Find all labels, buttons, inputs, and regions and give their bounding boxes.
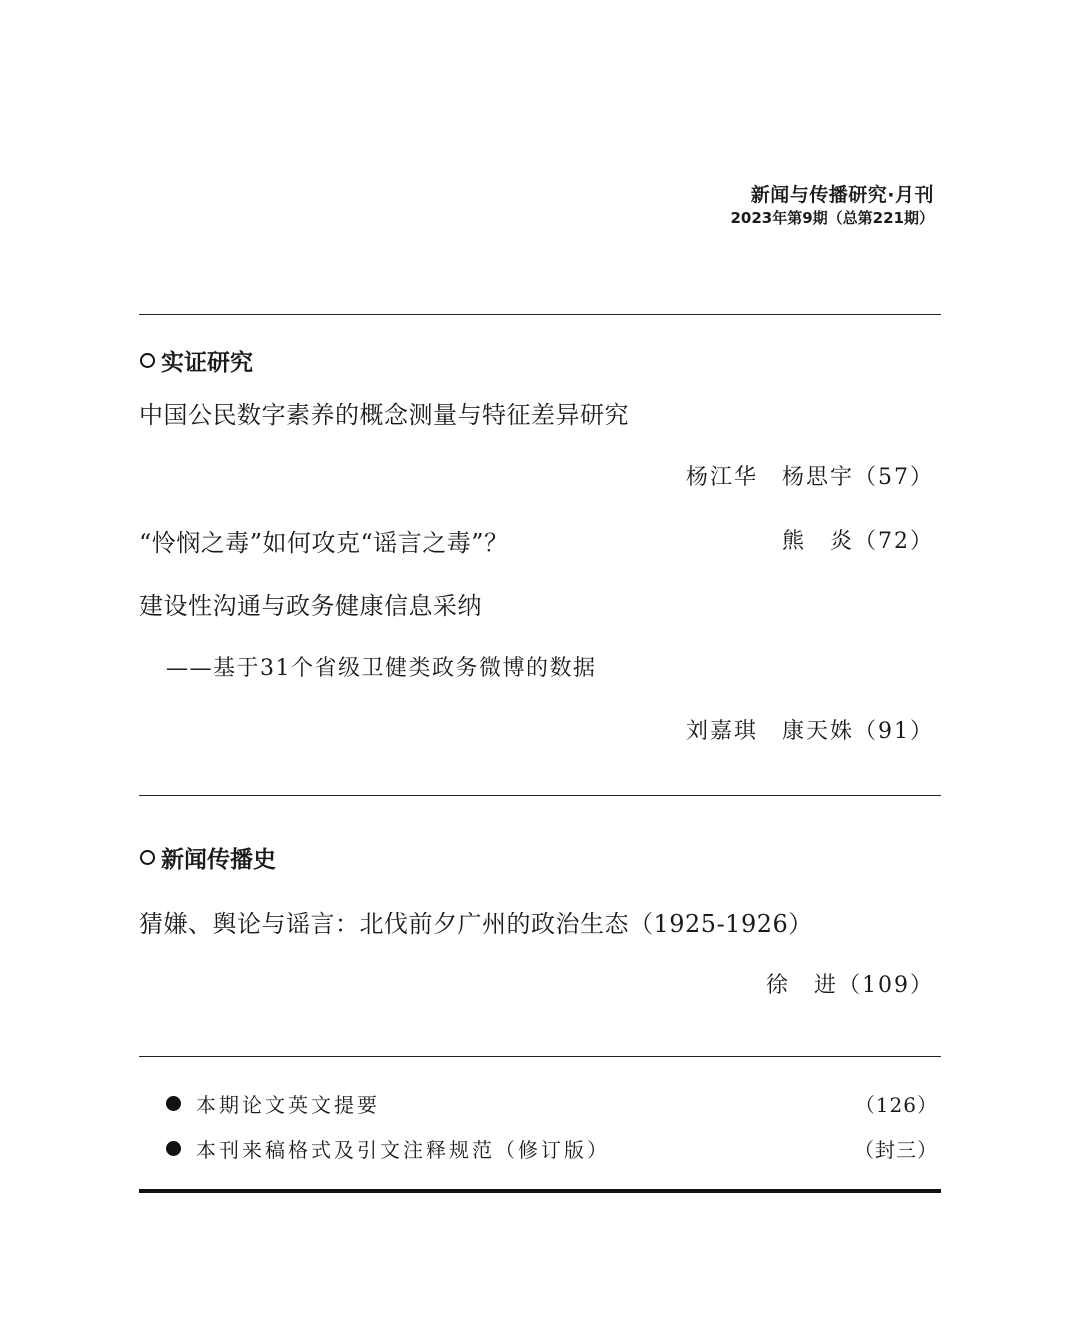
- article-title[interactable]: 猜嫌、舆论与谣言：北伐前夕广州的政治生态（1925-1926）: [139, 910, 813, 938]
- section-heading-label: 实证研究: [161, 350, 253, 376]
- article-title[interactable]: “怜悯之毒”如何攻克“谣言之毒”？: [139, 529, 509, 557]
- section-heading-history: [140, 841, 276, 874]
- bullet-dot-icon: [166, 1141, 181, 1156]
- notice-text: 本期论文英文提要: [196, 1093, 380, 1117]
- article-title[interactable]: 中国公民数字素养的概念测量与特征差异研究: [139, 401, 629, 429]
- notice-page: （封三）: [854, 1138, 938, 1162]
- article-subtitle: ——基于31个省级卫健类政务微博的数据: [166, 656, 597, 681]
- masthead: [731, 182, 935, 228]
- section-heading-empirical: [140, 344, 253, 377]
- notice-text: 本刊来稿格式及引文注释规范（修订版）: [196, 1138, 610, 1162]
- circle-bullet-icon: [140, 850, 155, 865]
- divider-notices: [139, 1056, 941, 1057]
- article-authors: 杨江华 杨思宇（57）: [686, 465, 934, 490]
- notice-page: （126）: [854, 1093, 938, 1117]
- issue-number: 2023年第9期（总第221期）: [730, 209, 934, 227]
- article-authors: 刘嘉琪 康天姝（91）: [686, 719, 934, 744]
- journal-title: 新闻与传播研究·月刊: [750, 184, 934, 206]
- divider-top: [139, 314, 941, 315]
- section-heading-label: 新闻传播史: [161, 847, 276, 873]
- article-authors: 熊 炎（72）: [782, 529, 934, 554]
- divider-bottom: [139, 1189, 941, 1193]
- divider-middle: [139, 795, 941, 796]
- circle-bullet-icon: [140, 353, 155, 368]
- bullet-dot-icon: [166, 1096, 181, 1111]
- notice-item[interactable]: [166, 1134, 938, 1163]
- article-title[interactable]: 建设性沟通与政务健康信息采纳: [139, 592, 482, 620]
- notice-item[interactable]: [166, 1089, 938, 1118]
- article-authors: 徐 进（109）: [766, 973, 934, 998]
